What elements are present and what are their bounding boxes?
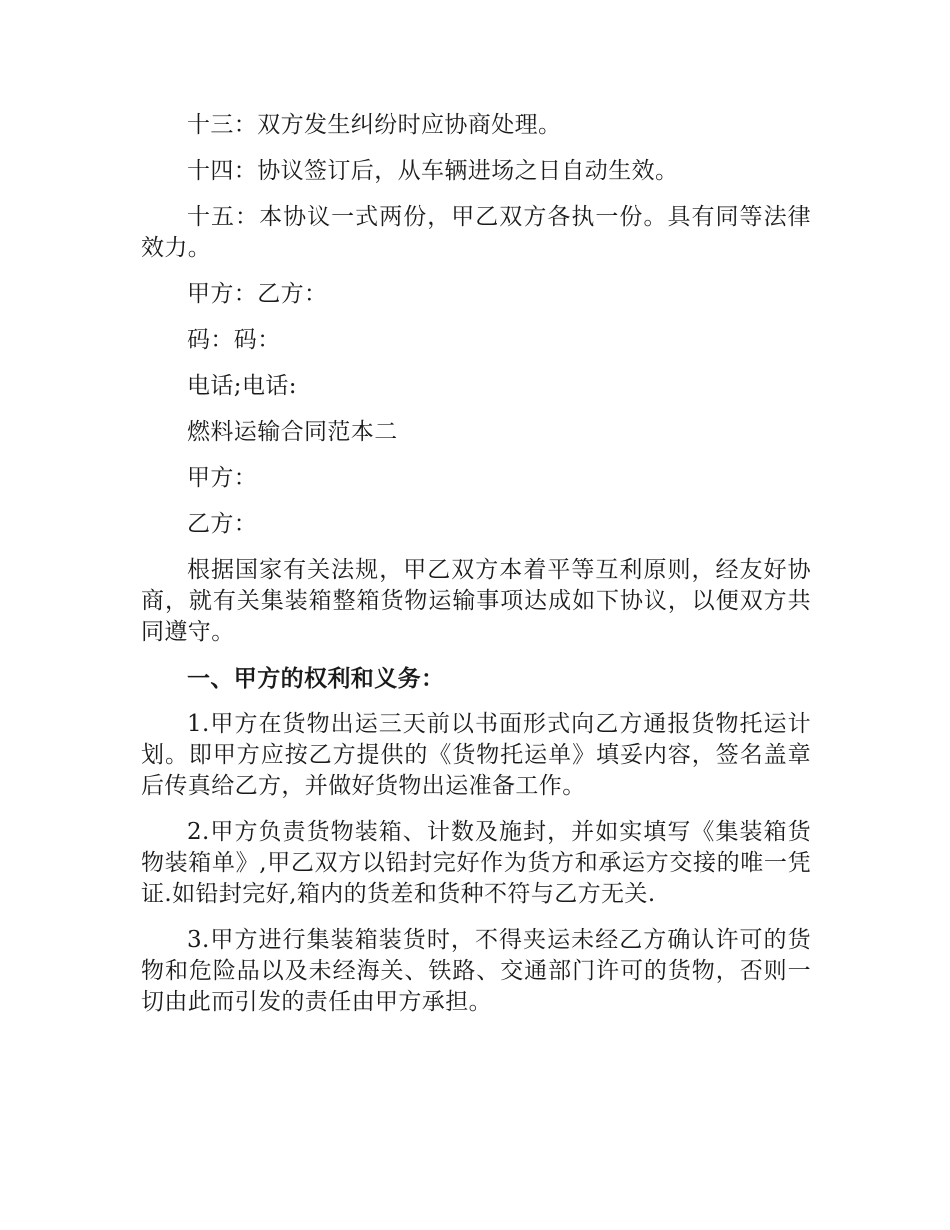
item-1: 1.甲方在货物出运三天前以书面形式向乙方通报货物托运计划。即甲方应按乙方提供的《货物托运单》填妥内容，签名盖章后传真给乙方，并做好货物出运准备工作。 [141,711,811,799]
party-a-line: 甲方： [187,465,258,491]
template-two-title: 燃料运输合同范本二 [187,419,398,445]
signature-code-line: 码：码： [187,327,281,353]
preamble-paragraph: 根据国家有关法规，甲乙双方本着平等互利原则，经友好协商，就有关集装箱整箱货物运输事项达成如下协议，以便双方共同遵守。 [141,557,811,645]
item-2: 2.甲方负责货物装箱、计数及施封，并如实填写《集装箱货物装箱单》,甲乙双方以铅封完好作为货方和承运方交接的唯一凭证.如铅封完好,箱内的货差和货种不符与乙方无关. [141,819,811,907]
item-3: 3.甲方进行集装箱装货时，不得夹运未经乙方确认许可的货物和危险品以及未经海关、铁路、交通部门许可的货物，否则一切由此而引发的责任由甲方承担。 [141,927,811,1015]
clause-13: 十三：双方发生纠纷时应协商处理。 [187,112,562,138]
signature-phone-line: 电话;电话: [187,373,297,399]
document-body [141,110,811,1033]
party-b-line: 乙方： [187,511,258,537]
clause-15: 十五：本协议一式两份，甲乙双方各执一份。具有同等法律效力。 [141,204,811,261]
clause-14: 十四：协议签订后，从车辆进场之日自动生效。 [187,158,679,184]
signature-party-line: 甲方：乙方： [187,281,328,307]
section-heading-party-a-rights: 一、甲方的权利和义务： [187,665,445,692]
